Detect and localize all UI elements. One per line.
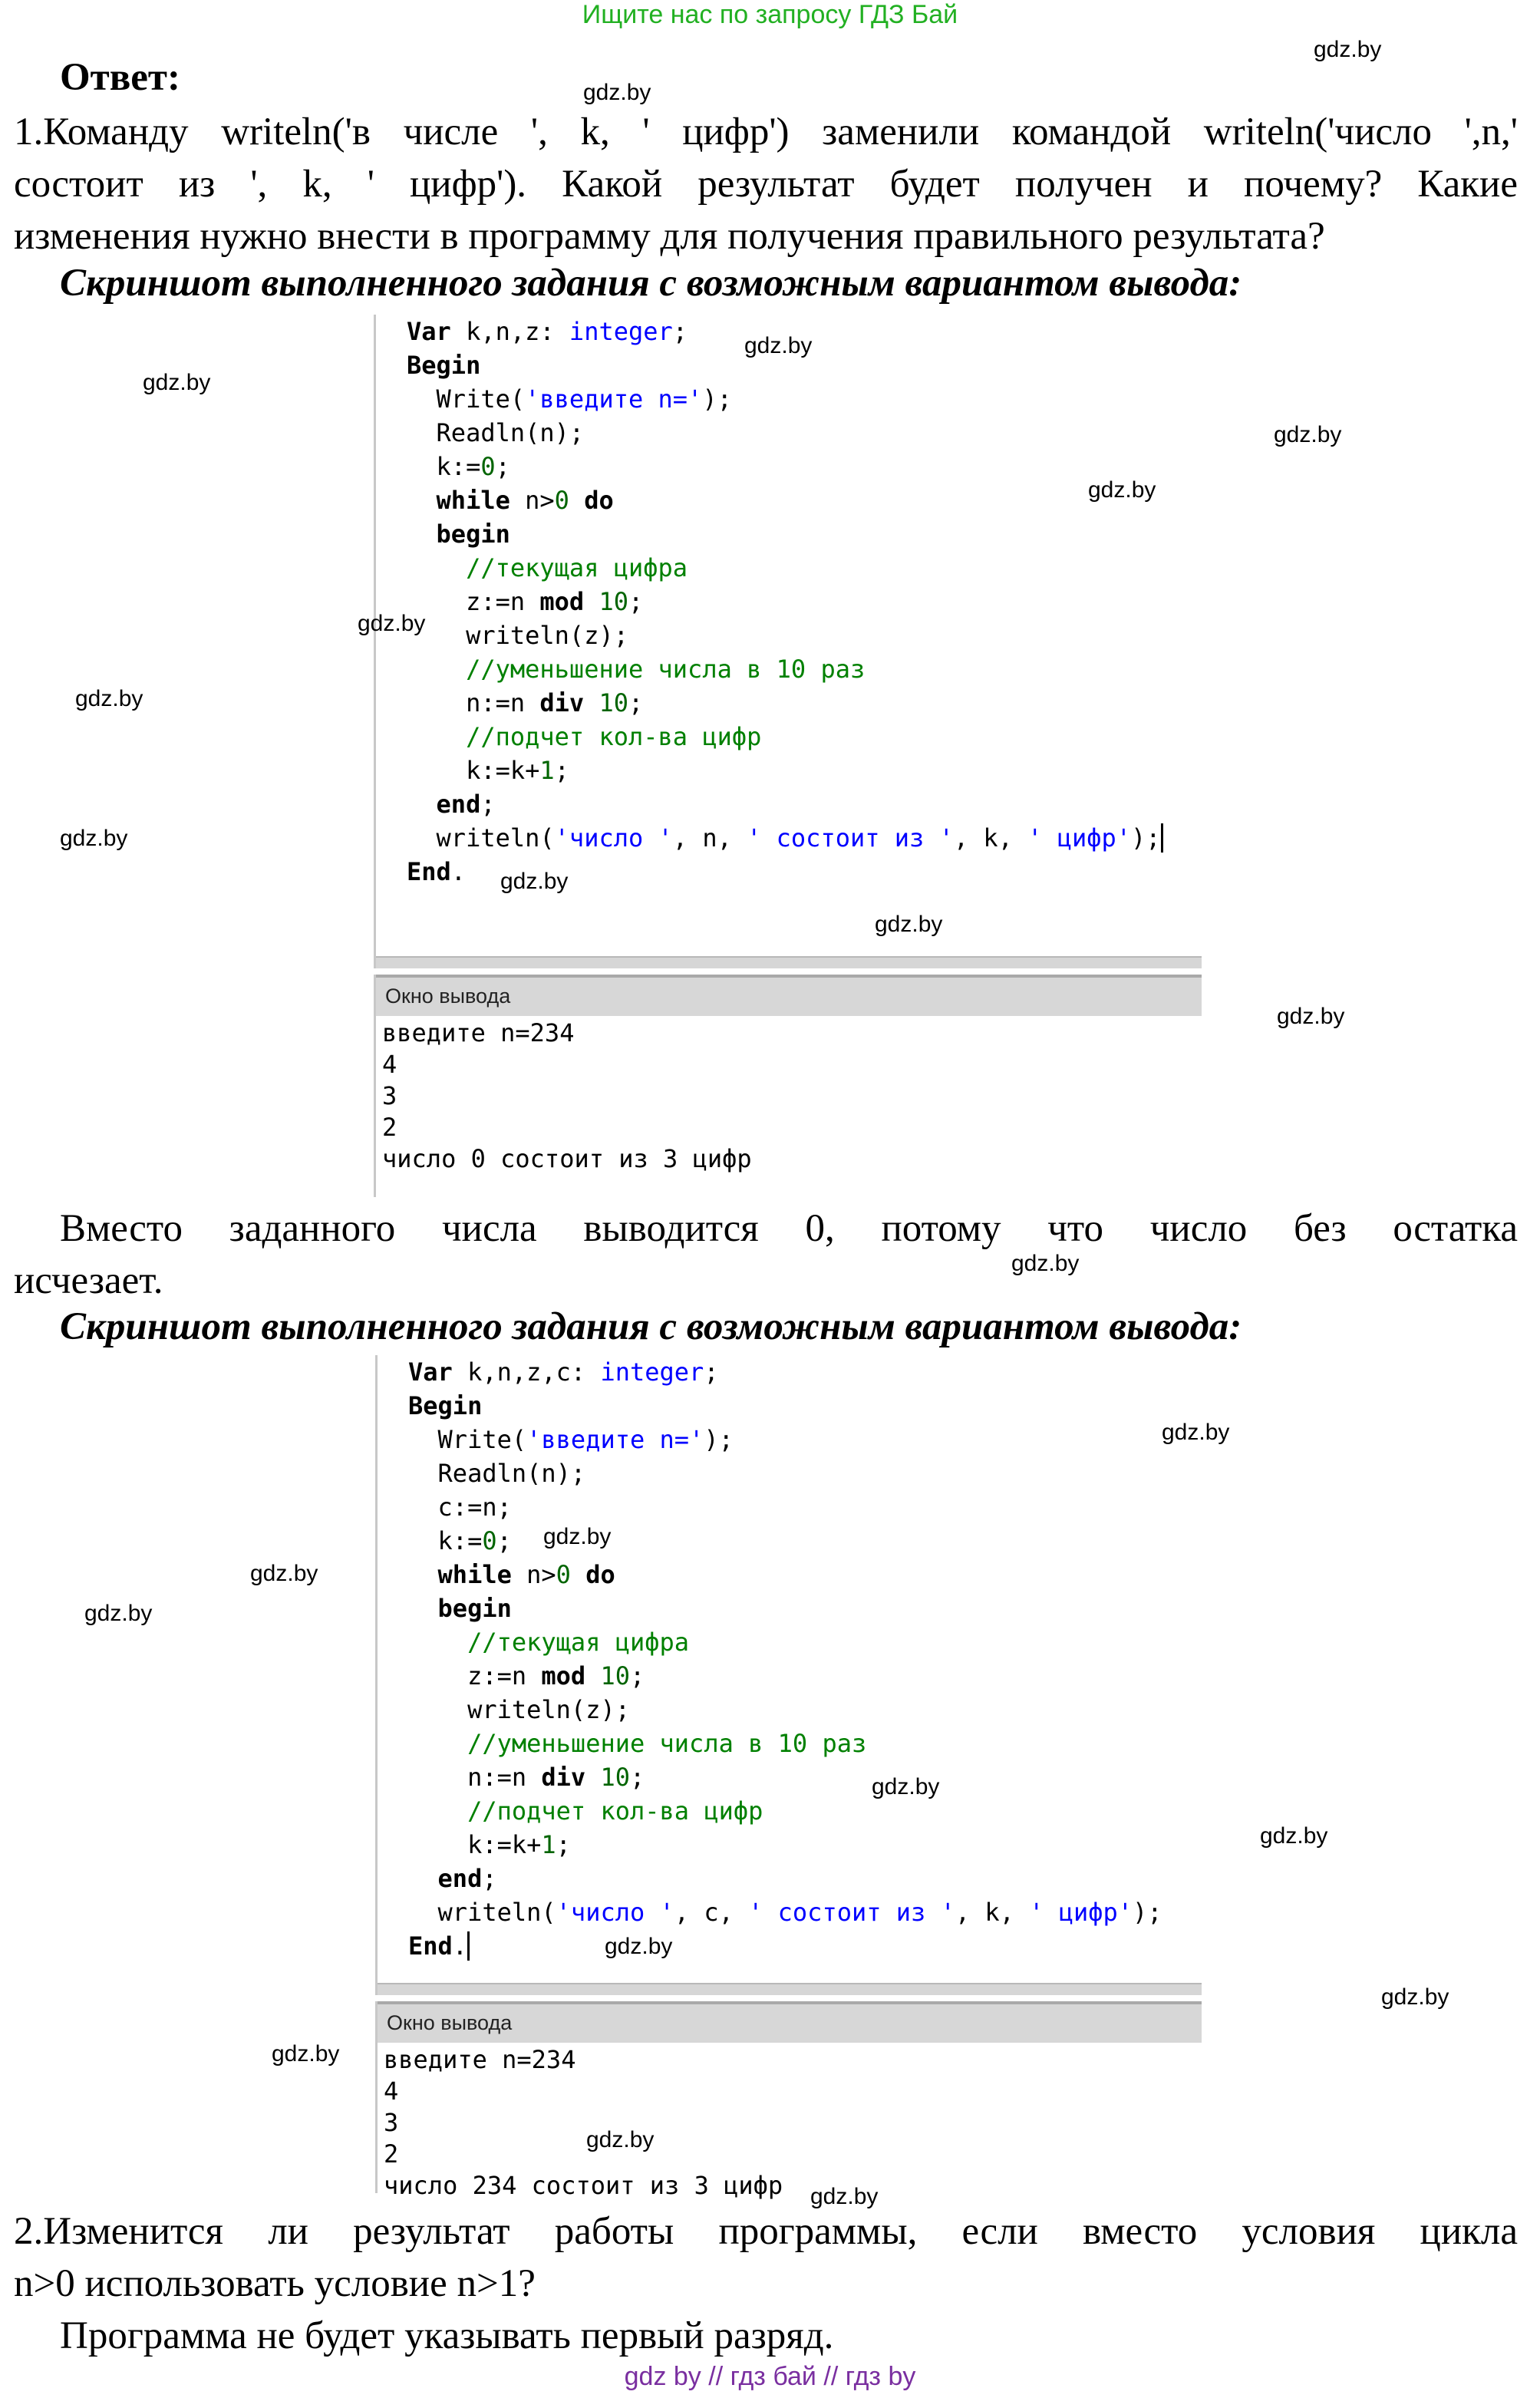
watermark: gdz.by xyxy=(1088,477,1156,503)
watermark: gdz.by xyxy=(1011,1251,1080,1276)
screenshot-caption-1: Скриншот выполненного задания с возможным вариантом вывода: xyxy=(60,262,1242,305)
watermark: gdz.by xyxy=(500,869,569,894)
watermark: gdz.by xyxy=(60,826,128,851)
watermark: gdz.by xyxy=(586,2127,655,2152)
code-editor-2[interactable] xyxy=(375,1355,1202,1995)
watermark: gdz.by xyxy=(1162,1420,1230,1445)
watermark: gdz.by xyxy=(75,686,143,711)
watermark: gdz.by xyxy=(250,1561,318,1586)
question1-line2: состоит из ', k, ' цифр'). Какой результат будет получен и почему? Какие xyxy=(14,163,1518,206)
watermark: gdz.by xyxy=(143,370,211,395)
code-editor-1[interactable] xyxy=(374,315,1202,968)
watermark: gdz.by xyxy=(358,611,426,636)
answer-heading: Ответ: xyxy=(60,56,180,99)
explanation1-line2: исчезает. xyxy=(14,1259,163,1302)
header-search-link[interactable]: Ищите нас по запросу ГДЗ Бай xyxy=(582,0,958,29)
text-cursor xyxy=(467,1931,470,1961)
footer-links[interactable]: gdz by // гдз бай // гдз by xyxy=(624,2362,916,2391)
output-text: введите n=234 4 3 2 число 234 состоит из 3 цифр xyxy=(384,2045,783,2200)
code-listing-1: Var k,n,z: integer; Begin Write('введите n='); Readln(n); k:=0; while n>0 do begin //текущая цифра z:=n mod 10; writeln(z); //уменьшение числа в 10 раз n:=n div 10; //подчет кол-ва цифр k:=k+1; end; writeln('число ', n, ' состоит из ', k, ' цифр'); End. xyxy=(407,315,1163,889)
code-listing-2: Var k,n,z,c: integer; Begin Write('введите n='); Readln(n); c:=n; k:=0; while n>0 do begin //текущая цифра z:=n mod 10; writeln(z); //уменьшение числа в 10 раз n:=n div 10; //подчет кол-ва цифр k:=k+1; end; writeln('число ', c, ' состоит из ', k, ' цифр'); End. xyxy=(408,1357,1162,1961)
question1-line1: 1.Команду writeln('в числе ', k, ' цифр') заменили командой writeln('число ',n,' xyxy=(14,110,1518,153)
answer2-text: Программа не будет указывать первый разряд. xyxy=(60,2314,834,2357)
horizontal-scrollbar[interactable] xyxy=(376,956,1202,968)
output-window-title: Окно вывода xyxy=(378,2001,1202,2043)
watermark: gdz.by xyxy=(810,2184,879,2209)
watermark: gdz.by xyxy=(1274,422,1342,447)
watermark: gdz.by xyxy=(84,1601,153,1626)
question1-line3: изменения нужно внести в программу для получения правильного результата? xyxy=(14,215,1325,258)
watermark: gdz.by xyxy=(1260,1823,1328,1849)
watermark: gdz.by xyxy=(272,2041,340,2067)
output-text: введите n=234 4 3 2 число 0 состоит из 3 цифр xyxy=(382,1018,752,1173)
watermark: gdz.by xyxy=(1314,37,1382,62)
watermark: gdz.by xyxy=(583,80,651,105)
output-window-1 xyxy=(374,975,1202,1197)
screenshot-caption-2: Скриншот выполненного задания с возможным вариантом вывода: xyxy=(60,1305,1242,1348)
watermark: gdz.by xyxy=(1381,1984,1449,2010)
question2-line2: n>0 использовать условие n>1? xyxy=(14,2262,536,2305)
watermark: gdz.by xyxy=(1277,1004,1345,1029)
explanation1-line1: Вместо заданного числа выводится 0, потому что число без остатка xyxy=(60,1207,1518,1250)
watermark: gdz.by xyxy=(872,1774,940,1799)
watermark: gdz.by xyxy=(605,1934,673,1959)
output-window-title: Окно вывода xyxy=(376,975,1202,1016)
text-cursor xyxy=(1161,823,1163,853)
watermark: gdz.by xyxy=(543,1524,612,1549)
question2-line1: 2.Изменится ли результат работы программы, если вместо условия цикла xyxy=(14,2210,1518,2253)
horizontal-scrollbar[interactable] xyxy=(378,1983,1202,1995)
watermark: gdz.by xyxy=(875,912,943,937)
watermark: gdz.by xyxy=(744,333,813,358)
